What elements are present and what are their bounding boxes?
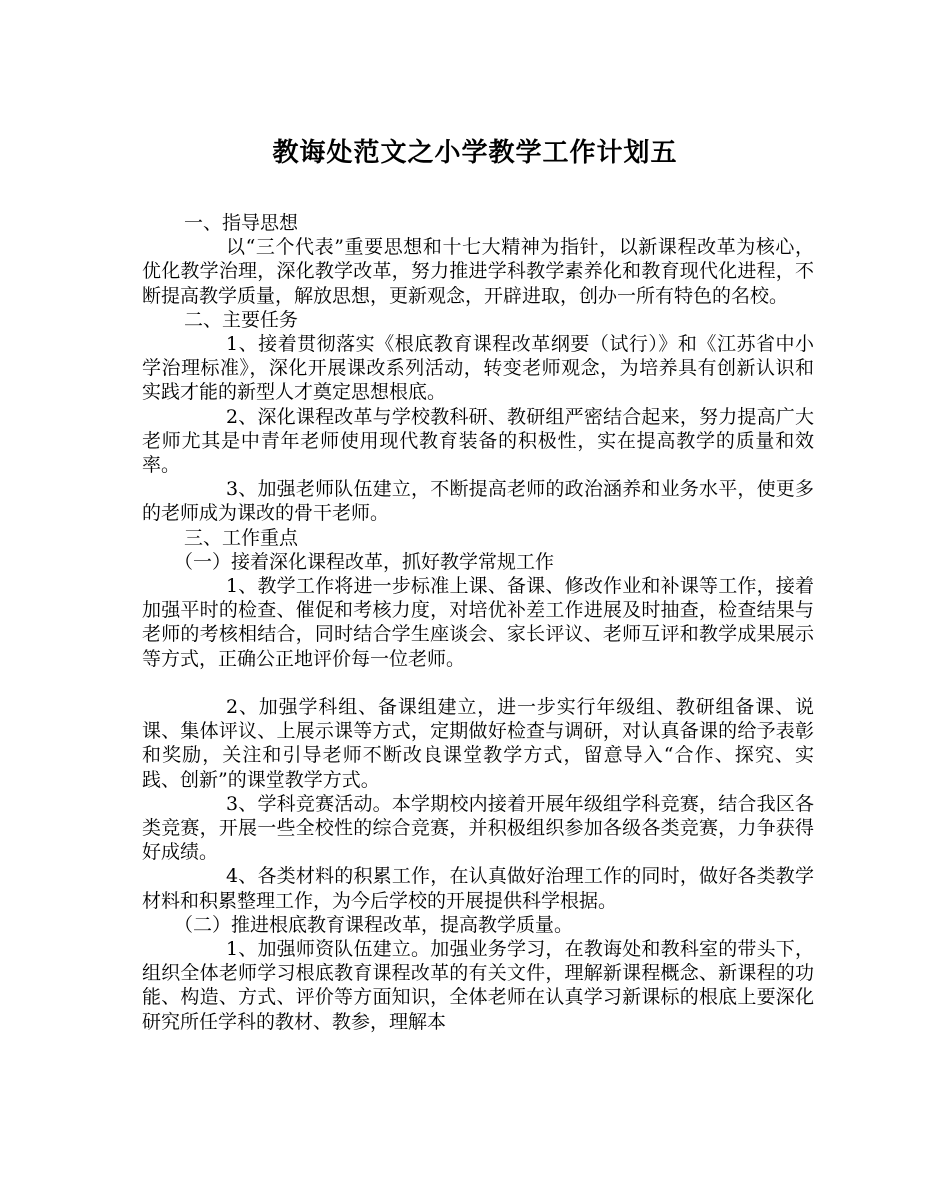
- document-title: 教诲处范文之小学教学工作计划五: [272, 138, 678, 168]
- body-paragraph: 1、加强师资队伍建立。加强业务学习，在教诲处和教科室的带头下，组织全体老师学习根底教育课程改革的有关文件，理解新课程概念、新课程的功能、构造、方式、评价等方面知识，全体老师在认真学习新课标的根底上要深化研究所任学科的教材、教参，理解本: [142, 938, 814, 1033]
- body-paragraph: 1、教学工作将进一步标准上课、备课、修改作业和补课等工作，接着加强平时的检查、催促和考核力度，对培优补差工作进展及时抽查，检查结果与老师的考核相结合，同时结合学生座谈会、家长评议、老师互评和教学成果展示等方式，正确公正地评价每一位老师。: [142, 575, 814, 670]
- section-heading: 一、指导思想: [184, 212, 299, 234]
- body-paragraph: 4、各类材料的积累工作，在认真做好治理工作的同时，做好各类教学材料和积累整理工作，为今后学校的开展提供科学根据。: [142, 865, 814, 912]
- body-paragraph: 以“三个代表”重要思想和十七大精神为指针，以新课程改革为核心，优化教学治理，深化教学改革，努力推进学科教学素养化和教育现代化进程，不断提高教学质量，解放思想，更新观念，开辟进取，创办一所有特色的名校。: [142, 236, 814, 307]
- section-heading: （二）推进根底教育课程改革，提高教学质量。: [174, 913, 574, 936]
- document-body: [142, 211, 814, 1034]
- body-paragraph: 2、加强学科组、备课组建立，进一步实行年级组、教研组备课、说课、集体评议、上展示课等方式，定期做好检查与调研，对认真备课的给予表彰和奖励，关注和引导老师不断改良课堂教学方式，留意导入“合作、探究、实践、创新”的课堂教学方式。: [142, 696, 814, 791]
- body-paragraph: 3、学科竞赛活动。本学期校内接着开展年级组学科竞赛，结合我区各类竞赛，开展一些全校性的综合竞赛，并积极组织参加各级各类竞赛，力争获得好成绩。: [142, 792, 814, 864]
- body-paragraph: 3、加强老师队伍建立，不断提高老师的政治涵养和业务水平，使更多的老师成为课改的骨干老师。: [142, 478, 814, 525]
- section-heading: （一）接着深化课程改革，抓好教学常规工作: [174, 550, 555, 573]
- section-heading: 二、主要任务: [184, 308, 299, 331]
- body-paragraph: 1、接着贯彻落实《根底教育课程改革纲要（试行）》和《江苏省中小学治理标准》，深化开展课改系列活动，转变老师观念，为培养具有创新认识和实践才能的新型人才奠定思想根底。: [142, 333, 814, 404]
- section-heading: 三、工作重点: [184, 526, 299, 549]
- body-paragraph: 2、深化课程改革与学校教科研、教研组严密结合起来，努力提高广大老师尤其是中青年老师使用现代教育装备的积极性，实在提高教学的质量和效率。: [142, 405, 814, 477]
